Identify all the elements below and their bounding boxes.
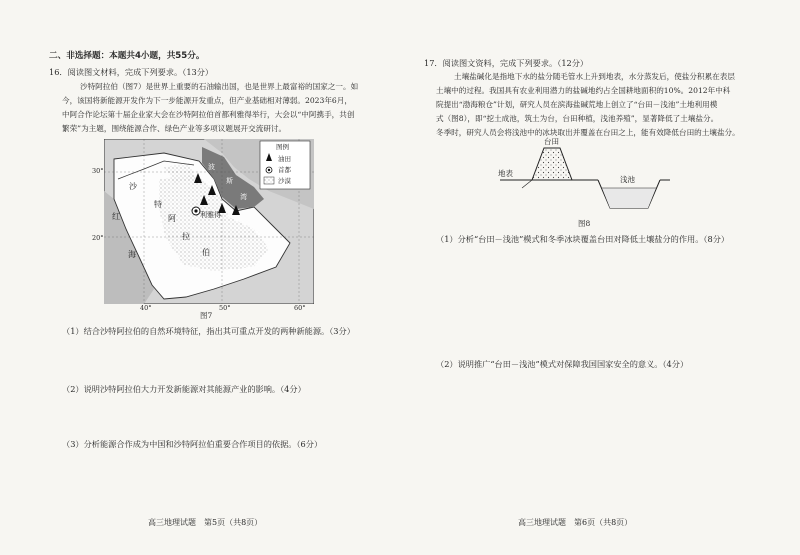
q17-material-line-1: 土壤盐碱化是指地下水的盐分随毛管水上升到地表，水分蒸发后，使盐分积累在表层 (454, 72, 735, 81)
gulf-char: 斯 (226, 177, 233, 185)
pool-label: 浅池 (620, 175, 635, 184)
lat-label-30: 30° (92, 167, 104, 175)
legend-desert-icon (264, 177, 274, 184)
section-heading: 二、非选择题：本题共4小题，共55分。 (49, 51, 205, 61)
q16-sub-question-3: （3）分析能源合作成为中国和沙特阿拉伯重要合作项目的依据。（6分） (62, 439, 323, 449)
country-char: 特 (154, 200, 162, 209)
lon-label-40: 40° (140, 304, 152, 312)
country-char: 阿 (168, 214, 176, 223)
sea-char: 红 (112, 212, 120, 221)
q16-material-line-4: 繁荣”为主题，围绕能源合作、绿色产业等多项议题展开交流研讨。 (62, 124, 287, 133)
platform-field-shape (532, 148, 572, 180)
capital-label: 利雅得 (200, 211, 221, 219)
saudi-arabia-map (104, 139, 314, 304)
q16-stem: 16．阅读图文材料，完成下列要求。（13分） (49, 67, 214, 77)
legend-oil-label: 油田 (278, 155, 291, 163)
map-caption: 图7 (200, 311, 213, 320)
q17-material-line-2: 土壤中的过程。我国具有农业利用潜力的盐碱地约占全国耕地面积的10%。2012年中科 (436, 86, 731, 95)
q16-sub-question-1: （1）结合沙特阿拉伯的自然环境特征，指出其可重点开发的两种新能源。（3分） (62, 326, 355, 336)
country-char: 伯 (202, 248, 210, 257)
lon-label-60: 60° (294, 304, 306, 312)
q16-material-line-2: 今，该国将新能源开发作为下一步能源开发重点，但产业基础相对薄弱。2023年6月， (62, 96, 352, 105)
legend-title: 图例 (276, 143, 289, 151)
gulf-char: 湾 (240, 193, 247, 201)
page-footer: 高三地理试题 第6页（共8页） (518, 518, 633, 527)
country-char: 沙 (129, 182, 137, 191)
capital-dot-icon (194, 209, 197, 212)
q16-material-line-3: 中阿合作论坛第十届企业家大会在沙特阿拉伯首都利雅得举行，大会以“中阿携手，共创 (62, 110, 355, 119)
ground-label: 地表 (498, 169, 513, 178)
diagram-caption: 图8 (578, 219, 591, 228)
q17-stem: 17．阅读图文资料，完成下列要求。（12分） (424, 58, 589, 68)
country-char: 拉 (182, 232, 190, 241)
lon-label-50: 50° (219, 304, 231, 312)
lat-label-20: 20° (92, 234, 104, 242)
sea-char: 海 (128, 250, 136, 259)
q17-material-line-5: 冬季时，研究人员会将浅池中的冰块取出并覆盖在台田之上，能有效降低台田的土壤盐分。 (436, 128, 740, 137)
q17-material-line-3: 院提出“渤海粮仓”计划，研究人员在滨海盐碱荒地上创立了“台田－浅池”土地利用模 (436, 100, 718, 109)
legend-desert-label: 沙漠 (278, 177, 291, 185)
legend-capital-dot-icon (268, 169, 270, 171)
q16-material-line-1: 沙特阿拉伯（图7）是世界上重要的石油输出国，也是世界上最富裕的国家之一。如 (80, 82, 359, 91)
q16-sub-question-2: （2）说明沙特阿拉伯大力开发新能源对其能源产业的影响。（4分） (62, 384, 306, 394)
pool-water (602, 188, 656, 208)
q17-material-line-4: 式（图8），即“挖土成池，筑土为台，台田种植，浅池养殖”，显著降低了土壤盐分。 (436, 114, 719, 123)
q17-sub-question-1: （1）分析“台田－浅池”模式和冬季冰块覆盖台田对降低土壤盐分的作用。（8分） (436, 234, 730, 244)
legend-capital-label: 首都 (278, 166, 291, 174)
platform-edge (522, 180, 532, 188)
platform-label: 台田 (544, 137, 559, 146)
platform-pool-diagram (492, 136, 672, 216)
page-footer: 高三地理试题 第5页（共8页） (148, 518, 263, 527)
exam-page-6 (400, 0, 800, 555)
q17-sub-question-2: （2）说明推广“台田－浅池”模式对保障我国国家安全的意义。（4分） (436, 359, 689, 369)
gulf-char: 波 (208, 163, 215, 171)
